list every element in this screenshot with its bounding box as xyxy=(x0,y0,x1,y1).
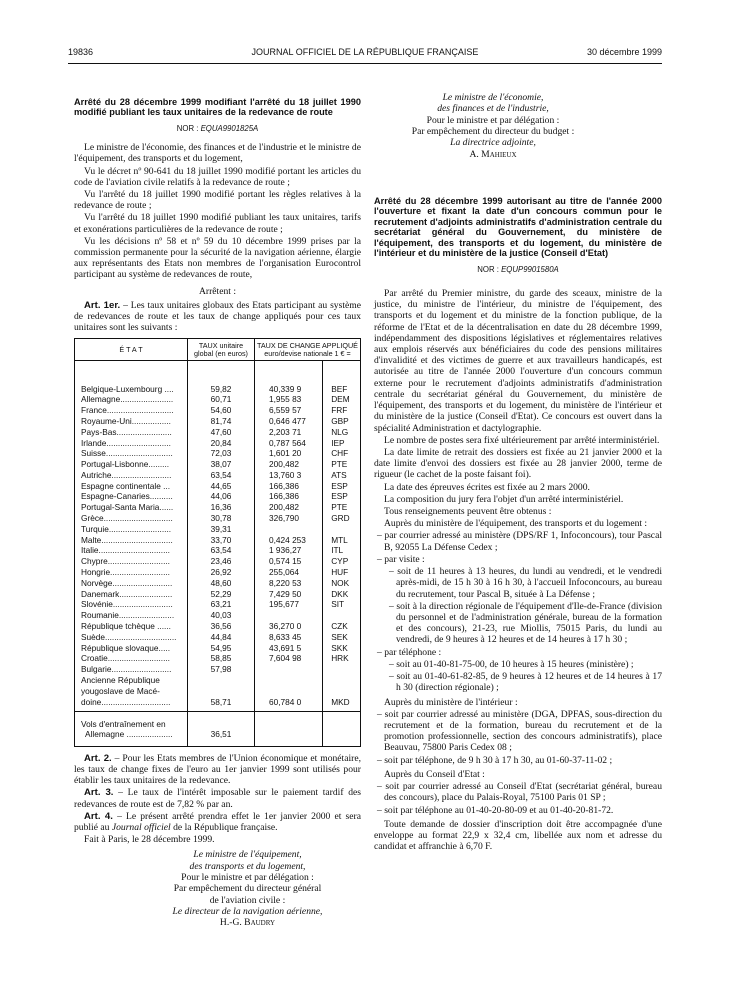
cell-code: IEP xyxy=(323,437,361,448)
cell-taux: 72,03 xyxy=(188,448,255,459)
cell-etat: France............................. xyxy=(75,405,188,416)
table-row xyxy=(75,556,361,567)
cell-etat: Hongrie.......................... xyxy=(75,567,188,578)
intro-paragraph: Le ministre de l'économie, des finances et de l'industrie et le ministre de l'équipement, des transports et du logement, xyxy=(74,142,361,165)
cell-rate xyxy=(255,524,323,535)
visa-paragraph: Vu le décret nº 90-641 du 18 juillet 1990 modifié portant les articles du code de l'aviation civile relatifs à la redevance de route ; xyxy=(74,165,361,188)
nor-code: EQUA9901825A xyxy=(200,123,259,133)
nor-reference-2 xyxy=(374,265,662,274)
table-row xyxy=(75,632,361,643)
arretent-heading: Arrêtent : xyxy=(198,285,237,297)
cell-rate xyxy=(255,712,323,746)
cell-rate: 0,646 477 xyxy=(255,416,323,427)
concours-paragraph: Par arrêté du Premier ministre, du garde des sceaux, ministre de la justice, du ministre de l'intérieur, du ministre de l'équipement, des transports et du logement et du ministre de la fonction publique, de la réforme de l'Etat et de la décentralisation en date du 28 décembre 1999, indépendamment des dispositions législatives et réglementaires relatives aux emplois réservés aux bénéficiaires du code des pensions militaires d'invalidité et des victimes de guerre et aux travailleurs handicapés, est autorisée au titre de l'année 2000 l'ouverture d'un concours commun externe pour le recrutement d'adjoints administratifs d'administration centrale du secrétariat général du Gouvernement, du ministère de l'équipement, des transports et du logement, du ministère de l'intérieur et du ministère de la justice (Conseil d'Etat). Ce concours est ouvert dans la spécialité Administration et dactylographie. xyxy=(374,287,662,434)
table-row xyxy=(75,621,361,632)
table-row xyxy=(75,502,361,513)
cell-etat: doine.............................. xyxy=(75,697,188,712)
rates-table xyxy=(74,338,361,747)
cell-taux: 16,36 xyxy=(188,502,255,513)
signature-line: des transports et du logement, xyxy=(189,860,306,872)
cell-taux xyxy=(188,675,255,686)
cell-taux: 40,03 xyxy=(188,610,255,621)
cell-code xyxy=(323,524,361,535)
signature-line: A. Mahieux xyxy=(469,148,517,160)
cell-code: SEK xyxy=(323,632,361,643)
cell-rate: 8,220 53 xyxy=(255,578,323,589)
cell-etat: Portugal-Santa Maria...... xyxy=(75,502,188,513)
cell-code: PTE xyxy=(323,459,361,470)
issue-date: 30 décembre 1999 xyxy=(586,47,662,57)
cell-taux: 57,98 xyxy=(188,664,255,675)
contact-item: – par courrier adressé au ministère (DPS/RF 1, Infoconcours), tour Pascal B, 92055 La Défense Cedex ; xyxy=(377,530,662,553)
cell-etat: Ancienne République xyxy=(75,675,188,686)
decree-title-route: Arrêté du 28 décembre 1999 modifiant l'arrêté du 18 juillet 1990 modifié publiant les taux unitaires de la redevance de route xyxy=(74,97,361,118)
article-label: Art. 3. xyxy=(84,787,114,799)
table-row xyxy=(75,653,361,664)
cell-code xyxy=(323,664,361,675)
cell-code xyxy=(323,686,361,697)
table-row xyxy=(75,599,361,610)
header-taux: TAUX unitaire global (en euros) xyxy=(188,338,255,361)
cell-code: MTL xyxy=(323,535,361,546)
contact-item: – soit par téléphone au 01-40-20-80-09 et au 01-40-20-81-72. xyxy=(377,804,614,816)
header-rule xyxy=(68,63,662,64)
table-row xyxy=(75,405,361,416)
signature-line: Par empêchement du directeur général xyxy=(173,883,322,895)
table-row xyxy=(75,578,361,589)
header-etat: É T A T xyxy=(75,338,188,361)
cell-etat: Danemark....................... xyxy=(75,589,188,600)
conseil-heading: Auprès du Conseil d'Etat : xyxy=(384,768,485,780)
concours-paragraph: Auprès du ministère de l'équipement, des transports et du logement : xyxy=(384,518,648,530)
cell-code xyxy=(323,712,361,746)
contact-item: – soit de 11 heures à 13 heures, du lundi au vendredi, et le vendredi après-midi, de 15 h 30 à 16 h 30, à l'accueil Infoconcours, au bureau du recrutement, tour Pascal B, située à La Défense ; xyxy=(389,566,662,600)
cell-code: FRF xyxy=(323,405,361,416)
visas-list xyxy=(74,166,361,281)
cell-etat: Pays-Bas........................ xyxy=(75,427,188,438)
interieur-heading: Auprès du ministère de l'intérieur : xyxy=(384,696,518,708)
cell-etat: Bulgarie.......................... xyxy=(75,664,188,675)
cell-taux: 52,29 xyxy=(188,589,255,600)
contact-item: – soit à la direction régionale de l'équipement d'Ile-de-France (division du personnel et de l'administration générale, bureau de la formation et des concours), 21-23, rue Miollis, 75015 Paris, du lundi au vendredi, de 9 heures à 12 heures et de 14 heures à 17 h 30 ; xyxy=(389,600,662,646)
cell-taux: 58,71 xyxy=(188,697,255,712)
cell-taux: 36,51 xyxy=(188,712,255,746)
cell-etat: République tchèque ...... xyxy=(75,621,188,632)
signature-line: Le ministre de l'économie, xyxy=(442,92,544,103)
table-row xyxy=(75,437,361,448)
cell-etat: Espagne-Canaries.......... xyxy=(75,491,188,502)
signature-block-equipement xyxy=(74,849,361,928)
cell-rate: 1 936,27 xyxy=(255,545,323,556)
article-1-text: – Les taux unitaires globaux des Etats participant au système de redevances de route et les taux de change appliqués pour ces taux unitaires sont les suivants : xyxy=(74,299,361,334)
cell-etat: Autriche.......................... xyxy=(75,470,188,481)
cell-code xyxy=(323,675,361,686)
cell-rate xyxy=(255,610,323,621)
cell-code xyxy=(323,610,361,621)
cell-taux: 54,95 xyxy=(188,643,255,654)
cell-code: MKD xyxy=(323,697,361,712)
article-text-italic: Journal officiel xyxy=(111,822,171,834)
cell-taux: 44,65 xyxy=(188,481,255,492)
contact-item: – soit au 01-40-61-82-85, de 9 heures à 12 heures et de 14 heures à 17 h 30 (direction régionale) ; xyxy=(389,671,662,694)
table-row xyxy=(75,675,361,686)
conseil-contacts xyxy=(374,781,662,816)
signature-line: des finances et de l'industrie, xyxy=(437,103,549,115)
cell-etat: Malte............................... xyxy=(75,535,188,546)
table-row xyxy=(75,448,361,459)
table-row xyxy=(75,491,361,502)
cell-code: CYP xyxy=(323,556,361,567)
cell-taux: 44,84 xyxy=(188,632,255,643)
contact-item: – soit par courrier adressé au Conseil d'Etat (secrétariat général, bureau des concours), place du Palais-Royal, 75100 Paris 01 SP ; xyxy=(377,781,662,804)
cell-etat-line1: Vols d'entraînement en xyxy=(81,719,166,730)
cell-taux: 63,54 xyxy=(188,470,255,481)
cell-rate: 200,482 xyxy=(255,502,323,513)
table-row xyxy=(75,524,361,535)
cell-rate: 326,790 xyxy=(255,513,323,524)
cell-etat: Croatie........................... xyxy=(75,653,188,664)
cell-etat: yougoslave de Macé- xyxy=(75,686,188,697)
cell-taux: 60,71 xyxy=(188,394,255,405)
equipement-contacts xyxy=(374,530,662,693)
cell-etat: Royaume-Uni................. xyxy=(75,416,188,427)
nor-reference xyxy=(74,124,361,133)
cell-taux: 59,82 xyxy=(188,361,255,394)
cell-taux: 54,60 xyxy=(188,405,255,416)
cell-taux: 39,31 xyxy=(188,524,255,535)
table-row xyxy=(75,643,361,654)
cell-etat: Chypre........................... xyxy=(75,556,188,567)
table-row xyxy=(75,361,361,394)
article-3 xyxy=(74,787,361,809)
article-text: – Le présent arrêté prendra effet le 1er janvier 2000 et sera publié au xyxy=(74,810,361,834)
cell-taux: 23,46 xyxy=(188,556,255,567)
cell-code: DEM xyxy=(323,394,361,405)
contact-item: – soit par courrier adressé au ministère (DGA, DPFAS, sous-direction du recrutement et de la formation, bureau du recrutement et de la promotion professionnelle, section des concours administratifs), place Beauvau, 75800 Paris Cedex 08 ; xyxy=(377,708,662,754)
article-label: Art. 2. xyxy=(84,752,112,764)
signature-line: Par empêchement du directeur du budget : xyxy=(411,125,575,137)
cell-etat: Roumanie........................ xyxy=(75,610,188,621)
cell-etat-line2: Allemagne .................... xyxy=(85,729,173,740)
cell-taux: 26,92 xyxy=(188,567,255,578)
cell-code: ITL xyxy=(323,545,361,556)
cell-etat: Norvège.......................... xyxy=(75,578,188,589)
nor-label-2: NOR : xyxy=(477,264,499,274)
cell-taux: 58,85 xyxy=(188,653,255,664)
page-header xyxy=(68,47,662,59)
cell-code: BEF xyxy=(323,361,361,394)
cell-taux: 47,60 xyxy=(188,427,255,438)
article-text: – Le taux de l'intérêt imposable sur le paiement tardif des redevances de route est de 7,82 % par an. xyxy=(74,787,361,810)
table-row xyxy=(75,535,361,546)
cell-rate: 60,784 0 xyxy=(255,697,323,712)
cell-rate: 0,787 564 xyxy=(255,437,323,448)
closing-paragraph: Toute demande de dossier d'inscription doit être accompagnée d'une enveloppe au format 22,9 x 32,4 cm, libellée aux nom et adresse du candidat et affranchie à 6,70 F. xyxy=(374,818,662,853)
contact-item: – par visite : xyxy=(377,553,425,565)
cell-rate: 195,677 xyxy=(255,599,323,610)
cell-code: DKK xyxy=(323,589,361,600)
rates-table-body xyxy=(75,361,361,746)
cell-code: ATS xyxy=(323,470,361,481)
cell-rate: 13,760 3 xyxy=(255,470,323,481)
table-row xyxy=(75,394,361,405)
table-row xyxy=(75,416,361,427)
table-row xyxy=(75,427,361,438)
visa-paragraph: Vu l'arrêté du 18 juillet 1990 modifié publiant les taux unitaires, tarifs et exonérations particulières de la redevance de route ; xyxy=(74,212,361,235)
concours-paragraphs xyxy=(374,288,662,530)
cell-code: HRK xyxy=(323,653,361,664)
page-number: 19836 xyxy=(68,47,94,57)
table-row xyxy=(75,686,361,697)
table-row xyxy=(75,513,361,524)
cell-rate: 8,633 45 xyxy=(255,632,323,643)
table-row xyxy=(75,664,361,675)
cell-rate: 7,604 98 xyxy=(255,653,323,664)
visa-paragraph: Vu l'arrêté du 18 juillet 1990 modifié portant les règles relatives à la redevance de route ; xyxy=(74,188,361,212)
cell-code: NLG xyxy=(323,427,361,438)
cell-code: PTE xyxy=(323,502,361,513)
cell-rate xyxy=(255,686,323,697)
article-text-end: de la République française. xyxy=(170,822,278,834)
cell-rate: 0,424 253 xyxy=(255,535,323,546)
cell-rate: 6,559 57 xyxy=(255,405,323,416)
table-row xyxy=(75,470,361,481)
cell-etat: Portugal-Lisbonne......... xyxy=(75,459,188,470)
rates-table-header xyxy=(75,338,361,361)
cell-rate: 0,574 15 xyxy=(255,556,323,567)
cell-rate xyxy=(255,664,323,675)
journal-title: JOURNAL OFFICIEL DE LA RÉPUBLIQUE FRANÇAISE xyxy=(251,47,479,57)
interieur-contacts xyxy=(374,709,662,766)
cell-taux: 36,56 xyxy=(188,621,255,632)
concours-paragraph: La composition du jury fera l'objet d'un arrêté interministériel. xyxy=(384,493,624,505)
fait-a-paris: Fait à Paris, le 28 décembre 1999. xyxy=(84,834,215,846)
signature-line: H.-G. Baudry xyxy=(219,917,276,929)
concours-paragraph: La date limite de retrait des dossiers est fixée au 21 janvier 2000 et la date limite d'envoi des dossiers est fixée au 28 janvier 2000, terme de rigueur (le cachet de la poste faisant foi). xyxy=(374,446,662,481)
contact-item: – soit au 01-40-81-75-00, de 10 heures à 15 heures (ministère) ; xyxy=(389,658,634,670)
table-row-training xyxy=(75,712,361,746)
signature-line: de l'aviation civile : xyxy=(209,894,286,906)
cell-etat: Belgique-Luxembourg .... xyxy=(75,361,188,394)
cell-rate: 166,386 xyxy=(255,481,323,492)
cell-taux: 30,78 xyxy=(188,513,255,524)
cell-taux: 20,84 xyxy=(188,437,255,448)
decree-title-concours: Arrêté du 28 décembre 1999 autorisant au titre de l'année 2000 l'ouverture et fixant la date d'un concours commun pour le recrutement d'adjoints administratifs d'administration centrale du secrétariat général du Gouvernement, du ministère de l'équipement, des transports et du logement, du ministère de l'intérieur et du ministère de la justice (Conseil d'Etat) xyxy=(374,195,662,259)
concours-paragraph: La date des épreuves écrites est fixée au 2 mars 2000. xyxy=(384,481,590,493)
table-row xyxy=(75,610,361,621)
signature-line: Le directeur de la navigation aérienne, xyxy=(172,906,323,918)
nor-label: NOR : xyxy=(176,123,199,133)
cell-code: HUF xyxy=(323,567,361,578)
cell-taux xyxy=(188,686,255,697)
table-row xyxy=(75,545,361,556)
contact-item: – par téléphone : xyxy=(377,646,442,658)
concours-paragraph: Le nombre de postes sera fixé ultérieurement par arrêté interministériel. xyxy=(384,434,660,446)
cell-rate: 36,270 0 xyxy=(255,621,323,632)
cell-etat: Italie............................... xyxy=(75,545,188,556)
cell-code: GBP xyxy=(323,416,361,427)
cell-etat: Suède............................... xyxy=(75,632,188,643)
signature-line: Le ministre de l'équipement, xyxy=(193,849,302,861)
table-row xyxy=(75,459,361,470)
table-row xyxy=(75,697,361,712)
concours-paragraph: Tous renseignements peuvent être obtenus : xyxy=(384,506,552,518)
signature-block-economie xyxy=(374,92,662,160)
cell-rate: 7,429 50 xyxy=(255,589,323,600)
cell-taux: 63,54 xyxy=(188,545,255,556)
table-row xyxy=(75,589,361,600)
cell-code: ESP xyxy=(323,481,361,492)
signature-line: La directrice adjointe, xyxy=(450,137,536,149)
signature-line: Pour le ministre et par délégation : xyxy=(181,872,314,884)
cell-etat: République slovaque..... xyxy=(75,643,188,654)
cell-etat: Espagne continentale ... xyxy=(75,481,188,492)
table-row xyxy=(75,481,361,492)
cell-rate: 200,482 xyxy=(255,459,323,470)
cell-rate: 2,203 71 xyxy=(255,427,323,438)
cell-code: GRD xyxy=(323,513,361,524)
cell-code: NOK xyxy=(323,578,361,589)
cell-rate: 166,386 xyxy=(255,491,323,502)
article-4 xyxy=(74,811,361,833)
cell-etat xyxy=(75,712,188,746)
cell-etat: Turquie........................... xyxy=(75,524,188,535)
cell-code: ESP xyxy=(323,491,361,502)
cell-etat: Slovénie.......................... xyxy=(75,599,188,610)
cell-rate: 40,339 9 xyxy=(255,361,323,394)
articles-list xyxy=(74,753,361,834)
left-column xyxy=(74,97,361,929)
cell-etat: Irlande............................ xyxy=(75,437,188,448)
cell-taux: 38,07 xyxy=(188,459,255,470)
cell-rate: 1,955 83 xyxy=(255,394,323,405)
cell-etat: Allemagne....................... xyxy=(75,394,188,405)
header-change: TAUX DE CHANGE APPLIQUÉ euro/devise nationale 1 € = xyxy=(255,338,361,361)
article-2 xyxy=(74,753,361,787)
table-row xyxy=(75,567,361,578)
visa-paragraph: Vu les décisions nº 58 et nº 59 du 10 décembre 1999 prises par la commission permanente pour la sécurité de la navigation aérienne, élargie aux représentants des Etats non membres de l'organisation Eurocontrol participant au système de redevances de route, xyxy=(74,235,361,281)
cell-rate: 255,064 xyxy=(255,567,323,578)
cell-code: CZK xyxy=(323,621,361,632)
cell-code: SIT xyxy=(323,599,361,610)
cell-taux: 81,74 xyxy=(188,416,255,427)
cell-etat: Suisse............................. xyxy=(75,448,188,459)
contact-item: – soit par téléphone, de 9 h 30 à 17 h 30, au 01-60-37-11-02 ; xyxy=(377,754,613,766)
cell-taux: 33,70 xyxy=(188,535,255,546)
cell-taux: 63,21 xyxy=(188,599,255,610)
cell-taux: 44,06 xyxy=(188,491,255,502)
cell-rate xyxy=(255,675,323,686)
article-text: – Pour les Etats membres de l'Union économique et monétaire, les taux de change fixes de l'euro au 1er janvier 1999 sont utilisés pour établir les taux unitaires de la redevance. xyxy=(74,752,361,787)
nor-code-2: EQUP9901580A xyxy=(501,264,559,274)
article-1 xyxy=(74,300,361,334)
cell-taux: 48,60 xyxy=(188,578,255,589)
cell-rate: 43,691 5 xyxy=(255,643,323,654)
cell-etat: Grèce.............................. xyxy=(75,513,188,524)
article-label: Art. 4. xyxy=(84,810,113,822)
signature-line: Pour le ministre et par délégation : xyxy=(426,114,560,126)
right-column xyxy=(374,92,662,853)
cell-code: CHF xyxy=(323,448,361,459)
article-1-label: Art. 1er. xyxy=(84,299,121,311)
cell-rate: 1,601 20 xyxy=(255,448,323,459)
cell-code: SKK xyxy=(323,643,361,654)
